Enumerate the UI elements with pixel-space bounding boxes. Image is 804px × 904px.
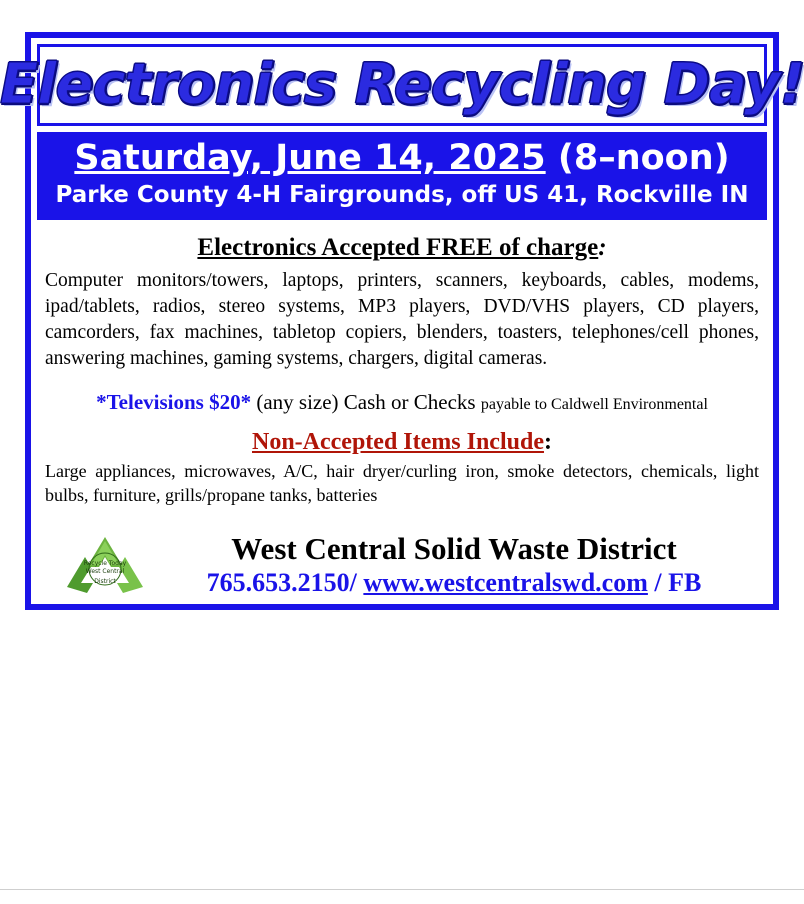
non-accepted-heading [45, 429, 759, 456]
svg-text:District: District [94, 578, 116, 586]
non-accepted-heading-text: Non-Accepted Items Include [252, 429, 544, 456]
contact-line [159, 568, 749, 598]
website-link[interactable]: www.westcentralswd.com [363, 568, 648, 598]
phone-number[interactable]: 765.653.2150/ [206, 568, 357, 598]
svg-text:West Central: West Central [85, 568, 125, 576]
event-venue: Parke County 4-H Fairgrounds, off US 41, Rockville IN [55, 182, 749, 209]
accepted-heading [45, 234, 759, 262]
event-date-line [37, 138, 767, 178]
title-banner [0, 44, 804, 126]
organization-name: West Central Solid Waste District [231, 531, 677, 567]
television-note: (any size) Cash or Checks [256, 390, 476, 415]
non-accepted-items-text: Large appliances, microwaves, A/C, hair dryer/curling iron, smoke detectors, chemicals, light bulbs, furniture, grills/propane tanks, batteries [45, 461, 759, 505]
accepted-items-text: Computer monitors/towers, laptops, printers, scanners, keyboards, cables, modems, ipad/tablets, radios, stereo systems, MP3 players, DVD/VHS players, CD players, camcorders, fax machines, tabletop copiers, blenders, toasters, telephones/cell phones, answering machines, gaming systems, chargers, digital cameras. [45, 269, 759, 370]
page-title: Electronics Recycling Day! [0, 52, 804, 117]
page-bottom-divider [0, 889, 804, 890]
event-date: Saturday, June 14, 2025 [74, 138, 546, 178]
accepted-heading-colon: : [598, 233, 607, 261]
flyer-footer [45, 529, 759, 601]
accepted-heading-text: Electronics Accepted FREE of charge [197, 233, 599, 261]
television-payable: payable to Caldwell Environmental [480, 396, 708, 414]
date-banner [37, 132, 767, 220]
recycle-logo-icon [51, 529, 159, 601]
non-accepted-heading-colon: : [543, 429, 552, 456]
flyer-poster [0, 32, 804, 610]
television-price: *Televisions $20* [96, 390, 252, 415]
television-fee-line [45, 390, 759, 415]
svg-text:Recycle Today: Recycle Today [83, 560, 127, 568]
social-label[interactable]: / FB [654, 568, 702, 598]
event-time: (8–noon) [557, 138, 730, 178]
flyer-body [31, 220, 773, 601]
footer-text-block [159, 532, 759, 598]
